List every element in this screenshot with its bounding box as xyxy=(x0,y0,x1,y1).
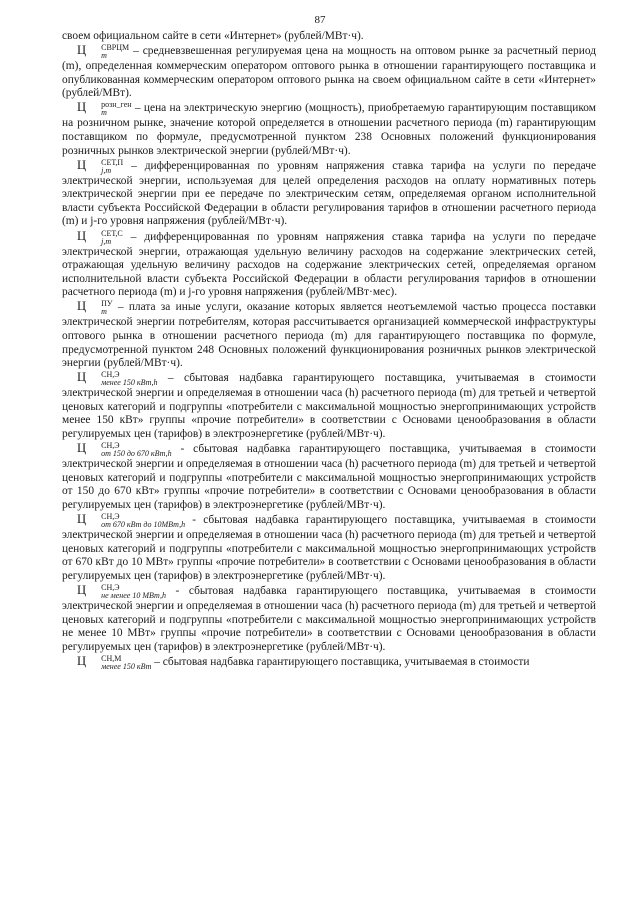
symbol-subscript: от 150 до 670 кВт,h xyxy=(101,449,172,459)
paragraph-p10 xyxy=(62,655,596,671)
paragraph-text: своем официальном сайте в сети «Интернет» (рублей/МВт·ч). xyxy=(62,30,364,42)
formula-symbol xyxy=(77,653,152,671)
formula-symbol xyxy=(77,512,186,530)
formula-symbol xyxy=(77,157,124,175)
symbol-indices xyxy=(86,159,123,175)
symbol-subscript: j,m xyxy=(101,236,112,246)
symbol-superscript: СЕТ,С xyxy=(101,228,123,238)
paragraph-text: – плата за иные услуги, оказание которых является неотъемлемой частью процесса поставки электрической энергии потребителям, которая рассчитывается организацией коммерческой инфраструктуры оптового рынка в отношении расчетного периода (m) для гарантирующего поставщика по формуле, предусмотренной пунктом 248 Основных положений функционирования розничных рынков электрической энергии (рублей/МВт·ч). xyxy=(62,301,596,370)
symbol-base: Ц xyxy=(77,299,87,314)
symbol-indices xyxy=(86,230,123,246)
paragraph-text: – цена на электрическую энергию (мощность), приобретаемую гарантирующим поставщиком на розничном рынке, значение которой определяется в отношении расчетного периода (m) гарантирующим поставщиком по формуле, предусмотренной пунктом 238 Основных положений функционирования розничных рынков электрической энергии (рублей/МВт·ч). xyxy=(62,102,596,157)
symbol-superscript: розн_ген xyxy=(101,100,132,110)
symbol-subscript: не менее 10 МВт,h xyxy=(101,590,166,600)
symbol-subscript: m xyxy=(101,108,107,118)
symbol-subscript: менее 150 кВт xyxy=(101,661,152,671)
symbol-subscript: m xyxy=(101,307,107,317)
symbol-indices xyxy=(86,300,112,316)
page-number: 87 xyxy=(314,14,326,26)
formula-symbol xyxy=(77,441,172,459)
paragraph-p1 xyxy=(62,44,596,101)
paragraph-text: – сбытовая надбавка гарантирующего поставщика, учитываемая в стоимости xyxy=(151,655,530,668)
symbol-superscript: СН,М xyxy=(101,653,122,663)
symbol-superscript: СН,Э xyxy=(101,512,120,522)
symbol-superscript: ПУ xyxy=(101,299,113,309)
formula-symbol xyxy=(77,228,123,246)
symbol-base: Ц xyxy=(77,43,87,58)
symbol-base: Ц xyxy=(77,582,87,597)
formula-symbol xyxy=(77,582,166,600)
paragraph-p2 xyxy=(62,101,596,158)
symbol-superscript: СН,Э xyxy=(101,582,120,592)
paragraph-text: - сбытовая надбавка гарантирующего поставщика, учитываемая в стоимости электрической энергии и определяемая в отношении часа (h) расчетного периода (m) для третьей и четвертой ценовых категорий и подгруппы «потребители с максимальной мощностью энергопринимающих устройств не менее 10 МВт» группы «прочие потребители» в соответствии с Основами ценообразования в области регулируемых цен (тарифов) в электроэнергетике (рублей/МВт·ч). xyxy=(62,584,596,653)
paragraph-text: – средневзвешенная регулируемая цена на мощность на оптовом рынке за расчетный период (m), определенная коммерческим оператором оптового рынка в отношении гарантирующего поставщика и опубликованная коммерческим оператором оптового рынка на своем официальном сайте в сети «Интернет» (рублей/МВт). xyxy=(62,45,596,100)
paragraph-p7 xyxy=(62,442,596,512)
symbol-base: Ц xyxy=(77,441,87,456)
formula-symbol xyxy=(77,100,132,118)
symbol-indices xyxy=(86,44,129,60)
symbol-base: Ц xyxy=(77,100,87,115)
paragraph-text: – дифференцированная по уровням напряжения ставка тарифа на услуги по передаче электрической энергии, отражающая удельную величину расходов на содержание электрических сетей, отражающая удельную величину расходов на содержание электрических сетей, определяемая органом исполнительной власти субъекта Российской Федерации в области регулирования тарифов в отношении расчетного периода (m) и j-го уровня напряжения (рублей/МВт·мес). xyxy=(62,230,596,299)
symbol-superscript: СВРЦМ xyxy=(101,43,130,53)
symbol-subscript: менее 150 кВт,h xyxy=(101,378,158,388)
symbol-base: Ц xyxy=(77,512,87,527)
paragraph-text: - сбытовая надбавка гарантирующего поставщика, учитываемая в стоимости электрической энергии и определяемая в отношении часа (h) расчетного периода (m) для третьей и четвертой ценовых категорий и подгруппы «потребители с максимальной мощностью энергопринимающих устройств от 670 кВт до 10 МВт» группы «прочие потребители» в соответствии с Основами ценообразования в области регулируемых цен (тарифов) в электроэнергетике (рублей/МВт·ч). xyxy=(62,514,596,582)
symbol-superscript: СН,Э xyxy=(101,370,120,380)
symbol-indices xyxy=(86,101,131,117)
paragraph-p6 xyxy=(62,371,596,441)
paragraph-p3 xyxy=(62,159,596,229)
paragraph-text: - сбытовая надбавка гарантирующего поставщика, учитываемая в стоимости электрической энергии и определяемая в отношении часа (h) расчетного периода (m) для третьей и четвертой ценовых категорий и подгруппы «потребители с максимальной мощностью энергопринимающих устройств от 150 до 670 кВт» группы «прочие потребители» в соответствии с Основами ценообразования в области регулируемых цен (тарифов) в электроэнергетике (рублей/МВт·ч). xyxy=(62,443,596,511)
formula-symbol xyxy=(77,370,158,388)
paragraph-p8 xyxy=(62,513,596,583)
symbol-indices xyxy=(86,513,185,529)
paragraph-p0 xyxy=(62,30,596,44)
formula-symbol xyxy=(77,299,113,317)
paragraph-p5 xyxy=(62,300,596,370)
symbol-indices xyxy=(86,442,172,458)
symbol-base: Ц xyxy=(77,370,87,385)
symbol-base: Ц xyxy=(77,653,87,668)
symbol-subscript: m xyxy=(101,51,107,61)
symbol-superscript: СЕТ,П xyxy=(101,157,124,167)
symbol-base: Ц xyxy=(77,228,87,243)
symbol-base: Ц xyxy=(77,157,87,172)
paragraph-p4 xyxy=(62,230,596,300)
paragraph-p9 xyxy=(62,584,596,654)
symbol-indices xyxy=(86,655,151,671)
symbol-indices xyxy=(86,584,166,600)
symbol-indices xyxy=(86,371,157,387)
symbol-subscript: от 670 кВт до 10МВт,h xyxy=(101,520,186,530)
formula-symbol xyxy=(77,43,130,61)
paragraph-text: – сбытовая надбавка гарантирующего поставщика, учитываемая в стоимости электрической энергии и определяемая в отношении часа (h) расчетного периода (m) для третьей и четвертой ценовых категорий и подгруппы «потребители с максимальной мощностью энергопринимающих устройств менее 150 кВт» группы «прочие потребители» в соответствии с Основами ценообразования в области регулируемых цен (тарифов) в электроэнергетике (рублей/МВт·ч). xyxy=(62,372,596,441)
paragraph-text: – дифференцированная по уровням напряжения ставка тарифа на услуги по передаче электрической энергии, используемая для целей определения расходов на оплату нормативных потерь электрической энергии при ее передаче по электрическим сетям, определяемая органом исполнительной власти субъекта Российской Федерации в области регулирования тарифов в отношении расчетного периода (m) и j-го уровня напряжения (рублей/МВт·ч). xyxy=(62,159,596,228)
symbol-subscript: j,m xyxy=(101,165,112,175)
symbol-superscript: СН,Э xyxy=(101,441,120,451)
document-body xyxy=(62,30,596,671)
